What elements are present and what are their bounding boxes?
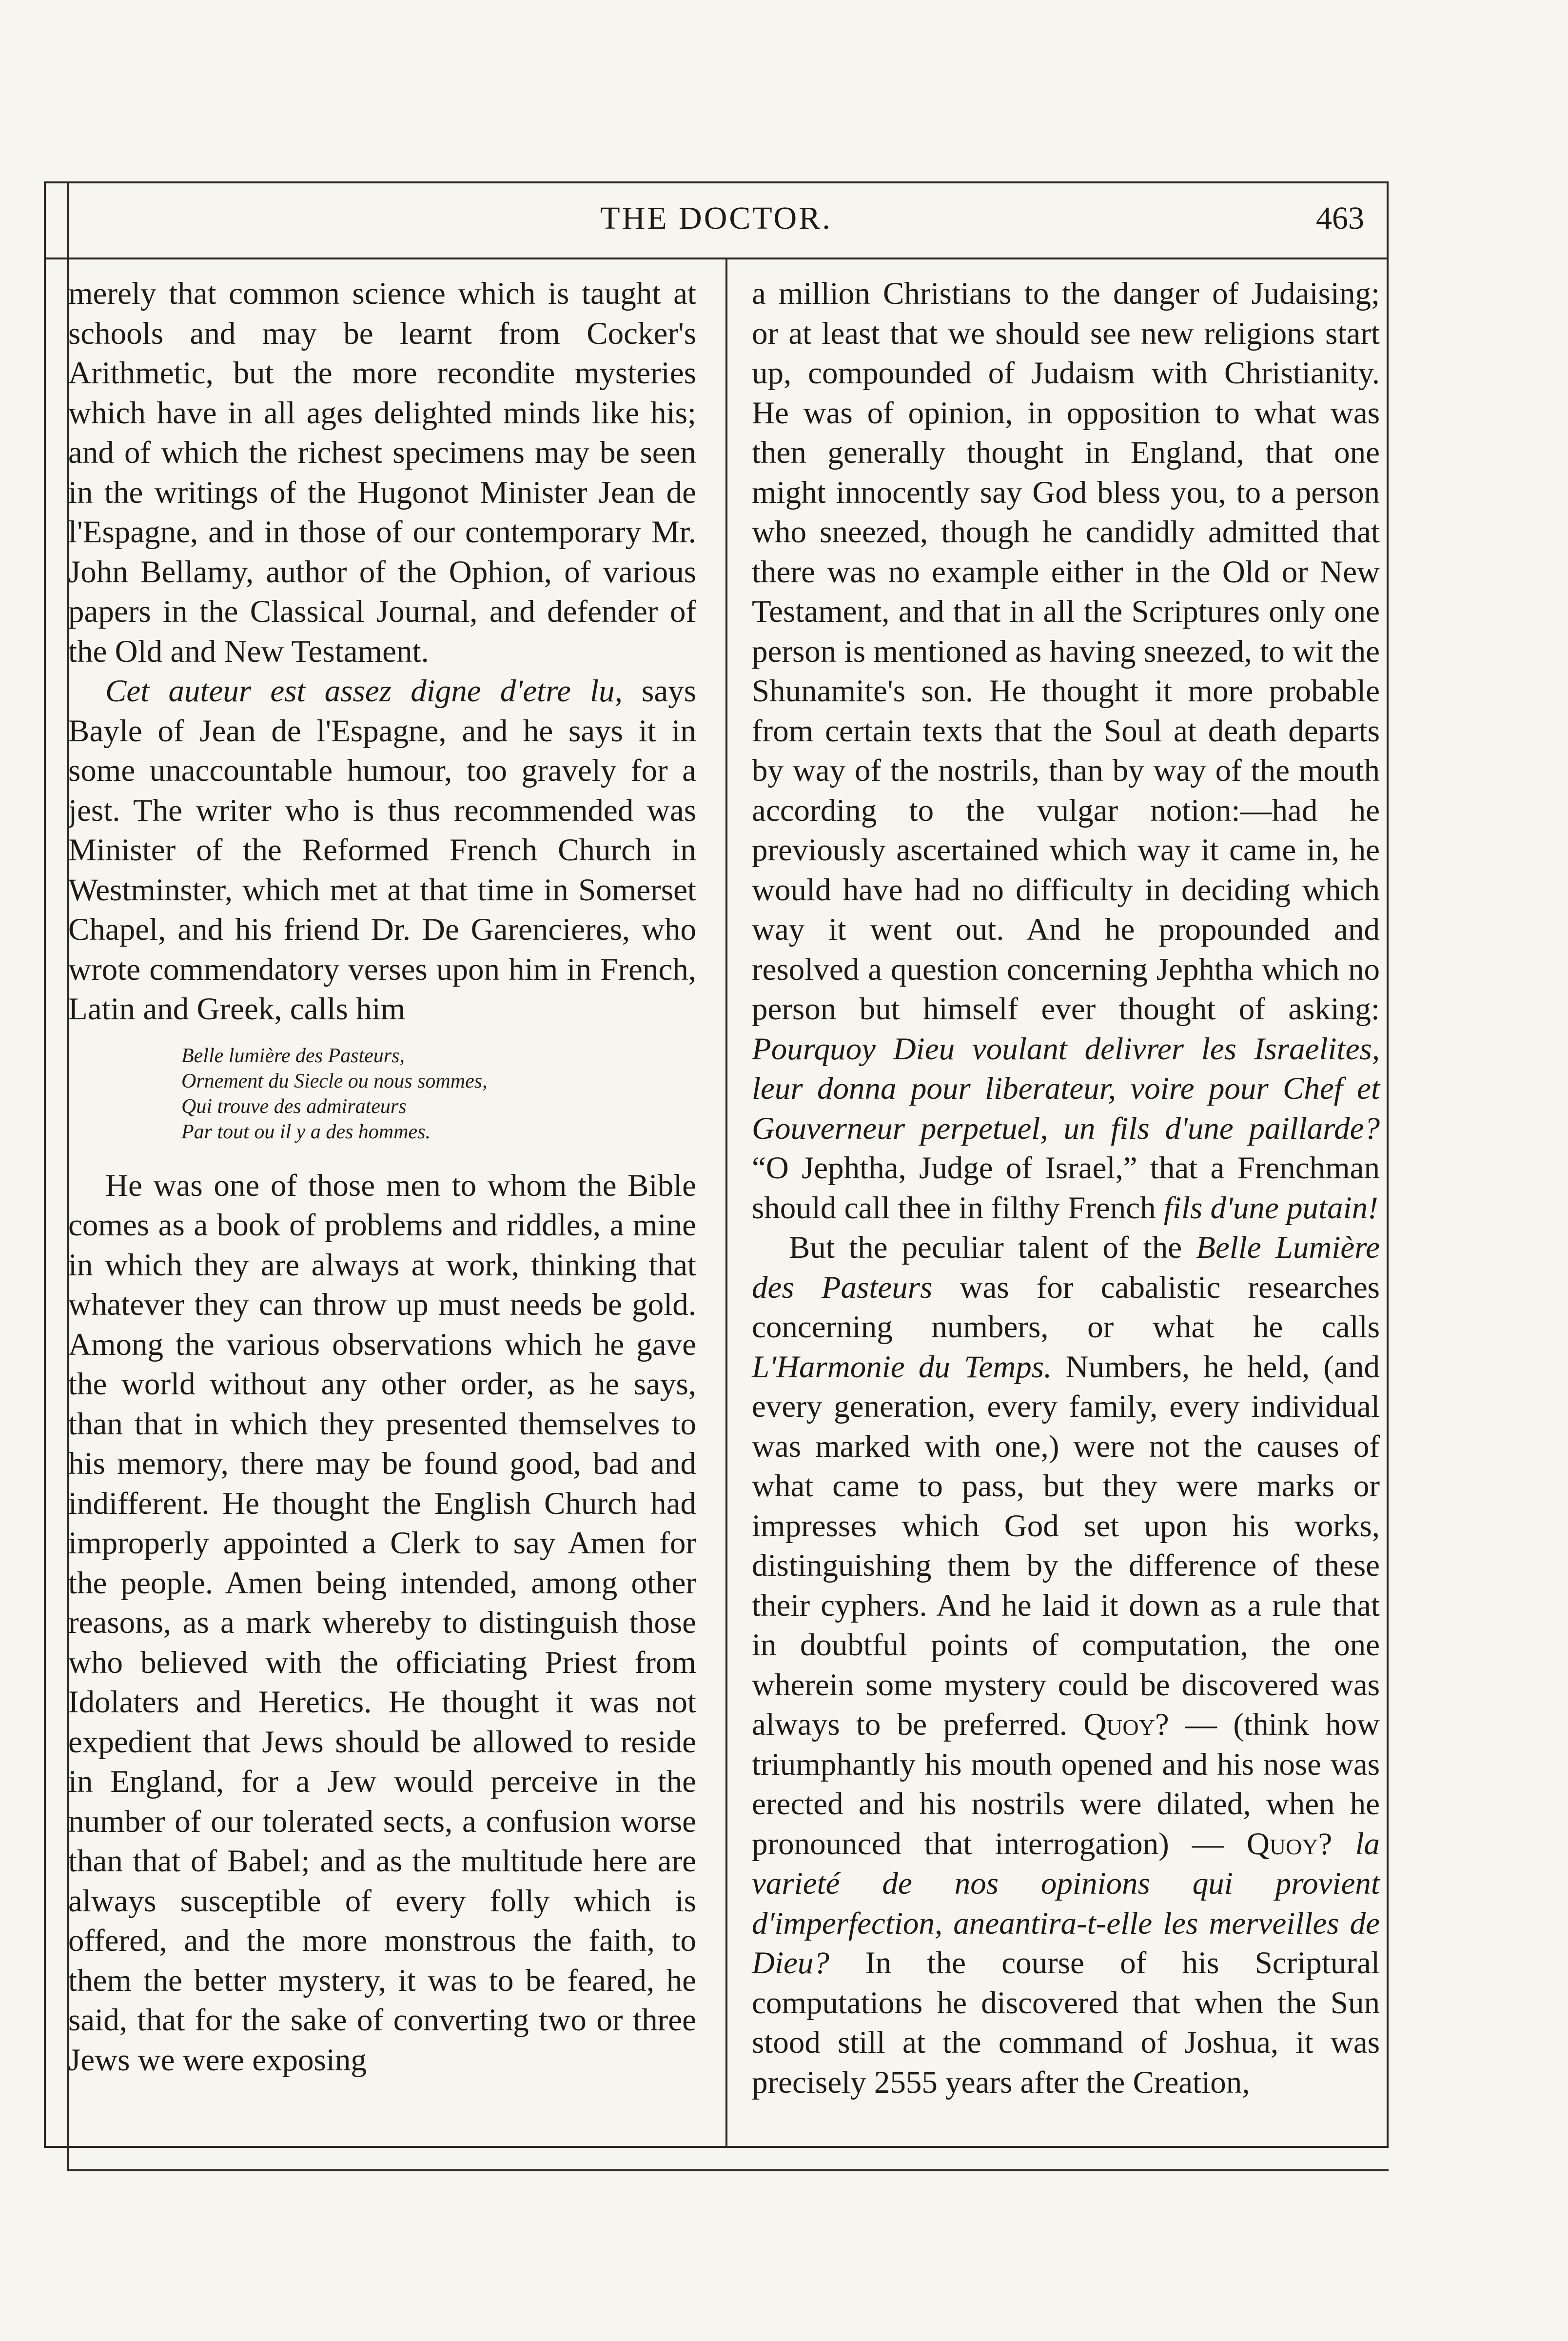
italic-quote: Pourquoy Dieu voulant delivrer les Israelites, leur donna pour liberateur, voire pour Chef et Gouverneur perpetuel, un fils d'une paillarde? [752, 1031, 1380, 1146]
paragraph-text: In the course of his Scriptural computations he discovered that when the Sun stood still at the command of Joshua, it was precisely 2555 years after the Creation, [752, 1945, 1380, 2100]
right-column [752, 274, 1380, 2103]
paragraph [68, 672, 696, 1030]
page-number: 463 [1316, 200, 1364, 236]
verse-line: Par tout ou il y a des hommes. [181, 1120, 431, 1143]
running-head-title: THE DOCTOR. [600, 200, 832, 236]
page-frame [44, 181, 1389, 2148]
verse-line: Qui trouve des admirateurs [181, 1095, 407, 1118]
left-column [68, 274, 696, 2080]
paragraph-text: — (think how triumphantly his mouth opened and his nose was erected and his nostrils were dilated, when he pronounced that interrogation) — [752, 1707, 1380, 1862]
paragraph-text: a million Christians to the danger of Judaising; or at least that we should see new religions start up, compounded of Judaism with Christianity. He was of opinion, in opposition to what was then generally thought in England, that one might innocently say God bless you, to a person who sneezed, though he candidly admitted that there was no example either in the Old or New Testament, and that in all the Scriptures only one person is mentioned as having sneezed, to wit the Shunamite's son. He thought it more probable from certain texts that the Soul at death departs by way of the nostrils, than by way of the mouth according to the vulgar notion:—had he previously ascertained which way it came in, he would have had no difficulty in deciding which way it went out. And he propounded and resolved a question concerning Jephtha which no person but himself ever thought of asking: [752, 276, 1380, 1027]
small-caps-word: Quoy? [1083, 1707, 1169, 1742]
column-divider [725, 258, 727, 2146]
small-caps-word: Quoy? [1246, 1826, 1333, 1862]
paragraph: He was one of those men to whom the Bible comes as a book of problems and riddles, a mine in which they are always at work, thinking that whatever they can throw up must needs be gold. Among the various observations which he gave the world without any other order, as he says, than that in which they presented themselves to his memory, there may be found good, bad and indifferent. He thought the English Church had improperly appointed a Clerk to say Amen for the people. Amen being intended, among other reasons, as a mark whereby to distinguish those who believed with the officiating Priest from Idolaters and Heretics. He thought it was not expedient that Jews should be allowed to reside in England, for a Jew would perceive in the number of our tolerated sects, a confusion worse than that of Babel; and as the multitude here are always susceptible of every folly which is offered, and the more monstrous the faith, to them the better mystery, it was to be feared, he said, that for the sake of converting two or three Jews we were exposing [68, 1168, 696, 2078]
verse-line: Belle lumière des Pasteurs, [181, 1044, 405, 1067]
paragraph-text: “O Jephtha, Judge of Israel,” that a Frenchman should call thee in filthy French [752, 1151, 1380, 1226]
paragraph-text: was for cabalistic researches concerning numbers, or what he calls [752, 1270, 1380, 1345]
paragraph: merely that common science which is taught at schools and may be learnt from Cocker's Arithmetic, but the more recondite mysteries which have in all ages delighted minds like his; and of which the richest specimens may be seen in the writings of the Hugonot Minister Jean de l'Espagne, and in those of our contemporary Mr. John Bellamy, author of the Ophion, of various papers in the Classical Journal, and defender of the Old and New Testament. [68, 276, 696, 669]
italic-title: Belle Lumière des Pasteurs [752, 1230, 1380, 1305]
italic-title: L'Harmonie du Temps. [752, 1349, 1052, 1385]
paragraph-text: But the peculiar talent of the [789, 1230, 1196, 1265]
verse-line: Ornement du Siecle ou nous sommes, [181, 1070, 488, 1092]
paragraph [752, 1228, 1380, 2103]
paragraph [752, 274, 1380, 1228]
verse-quotation [181, 1043, 696, 1145]
italic-quote: Cet auteur est assez digne d'etre lu, [105, 674, 623, 709]
italic-quote: fils d'une putain! [1163, 1190, 1378, 1226]
paragraph-text: says Bayle of Jean de l'Espagne, and he says it in some unaccountable humour, too gravely for a jest. The writer who is thus recommended was Minister of the Reformed French Church in Westminster, which met at that time in Somerset Chapel, and his friend Dr. De Garencieres, who wrote commendatory verses upon him in French, Latin and Greek, calls him [68, 674, 696, 1027]
paragraph-text: Numbers, he held, (and every generation, every family, every individual was marked with one,) were not the causes of what came to pass, but they were marks or impresses which God set upon his works, distinguishing them by the difference of these their cyphers. And he laid it down as a rule that in doubtful points of computation, the one wherein some mystery could be discovered was always to be preferred. [752, 1349, 1380, 1742]
italic-quote: la varieté de nos opinions qui provient d'imperfection, aneantira-t-elle les merveilles de Dieu? [752, 1826, 1380, 1981]
running-header [46, 183, 1387, 259]
